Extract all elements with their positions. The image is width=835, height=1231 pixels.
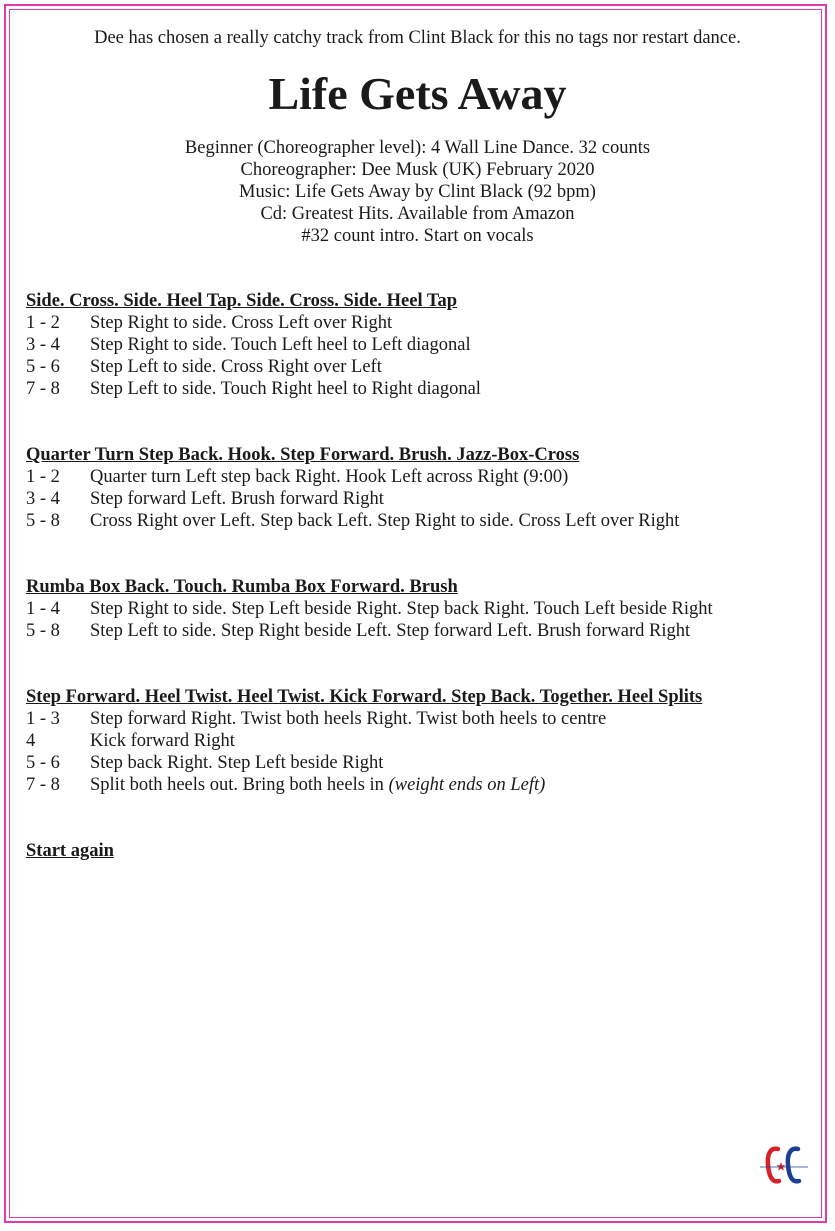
step-description: Step Left to side. Step Right beside Left. Step forward Left. Brush forward Right (90, 621, 691, 641)
step-count: 3 - 4 (26, 489, 60, 509)
step-row (26, 488, 816, 510)
step-row (26, 378, 816, 400)
step-description: Kick forward Right (90, 731, 235, 751)
step-count: 1 - 2 (26, 313, 60, 333)
step-description: Cross Right over Left. Step back Left. Step Right to side. Cross Left over Right (90, 511, 680, 531)
section-1 (26, 290, 816, 400)
step-row (26, 620, 816, 642)
section-heading: Side. Cross. Side. Heel Tap. Side. Cross. Side. Heel Tap (26, 291, 458, 311)
dance-title: Life Gets Away (268, 68, 567, 119)
step-row (26, 356, 816, 378)
step-row (26, 598, 816, 620)
step-count: 1 - 2 (26, 467, 60, 487)
step-row (26, 312, 816, 334)
step-description: Step forward Right. Twist both heels Right. Twist both heels to centre (90, 709, 607, 729)
step-count: 5 - 6 (26, 357, 60, 377)
step-description: Step forward Left. Brush forward Right (90, 489, 384, 509)
step-count: 4 (26, 731, 36, 751)
section-heading: Rumba Box Back. Touch. Rumba Box Forward. Brush (26, 577, 458, 597)
cc-logo-icon (758, 1143, 810, 1187)
step-description: Step Right to side. Cross Left over Right (90, 313, 393, 333)
step-count: 5 - 8 (26, 511, 60, 531)
step-description: Step Left to side. Cross Right over Left (90, 357, 382, 377)
step-description: Step Right to side. Touch Left heel to Left diagonal (90, 335, 471, 355)
intro-text: Dee has chosen a really catchy track from Clint Black for this no tags nor restart dance. (94, 28, 741, 48)
info-music: Music: Life Gets Away by Clint Black (92 bpm) (239, 182, 596, 202)
step-count: 1 - 3 (26, 709, 60, 729)
section-2 (26, 444, 816, 532)
step-description: Step Right to side. Step Left beside Right. Step back Right. Touch Left beside Right (90, 599, 713, 619)
step-count: 5 - 6 (26, 753, 60, 773)
weight-note: (weight ends on Left) (388, 775, 546, 795)
start-again-label: Start again (26, 841, 114, 861)
step-row (26, 334, 816, 356)
step-count: 7 - 8 (26, 775, 60, 795)
step-count: 3 - 4 (26, 335, 60, 355)
step-description: Quarter turn Left step back Right. Hook Left across Right (9:00) (90, 467, 569, 487)
step-description: Step Left to side. Touch Right heel to Right diagonal (90, 379, 481, 399)
step-row (26, 466, 816, 488)
step-text: Split both heels out. Bring both heels in (90, 775, 384, 795)
info-intro: #32 count intro. Start on vocals (301, 226, 534, 246)
step-row (26, 730, 816, 752)
step-count: 5 - 8 (26, 621, 60, 641)
step-row (26, 708, 816, 730)
step-count: 1 - 4 (26, 599, 60, 619)
section-heading: Step Forward. Heel Twist. Heel Twist. Kick Forward. Step Back. Together. Heel Splits (26, 687, 703, 707)
step-row (26, 752, 816, 774)
step-count: 7 - 8 (26, 379, 60, 399)
step-row (26, 774, 816, 796)
section-heading: Quarter Turn Step Back. Hook. Step Forward. Brush. Jazz-Box-Cross (26, 445, 580, 465)
step-row (26, 510, 816, 532)
info-cd: Cd: Greatest Hits. Available from Amazon (260, 204, 575, 224)
section-4 (26, 686, 816, 796)
info-choreographer: Choreographer: Dee Musk (UK) February 2020 (240, 160, 595, 180)
section-3 (26, 576, 816, 642)
step-description (90, 774, 816, 796)
step-description: Step back Right. Step Left beside Right (90, 753, 384, 773)
info-level: Beginner (Choreographer level): 4 Wall Line Dance. 32 counts (184, 138, 651, 158)
dance-info (0, 137, 835, 247)
